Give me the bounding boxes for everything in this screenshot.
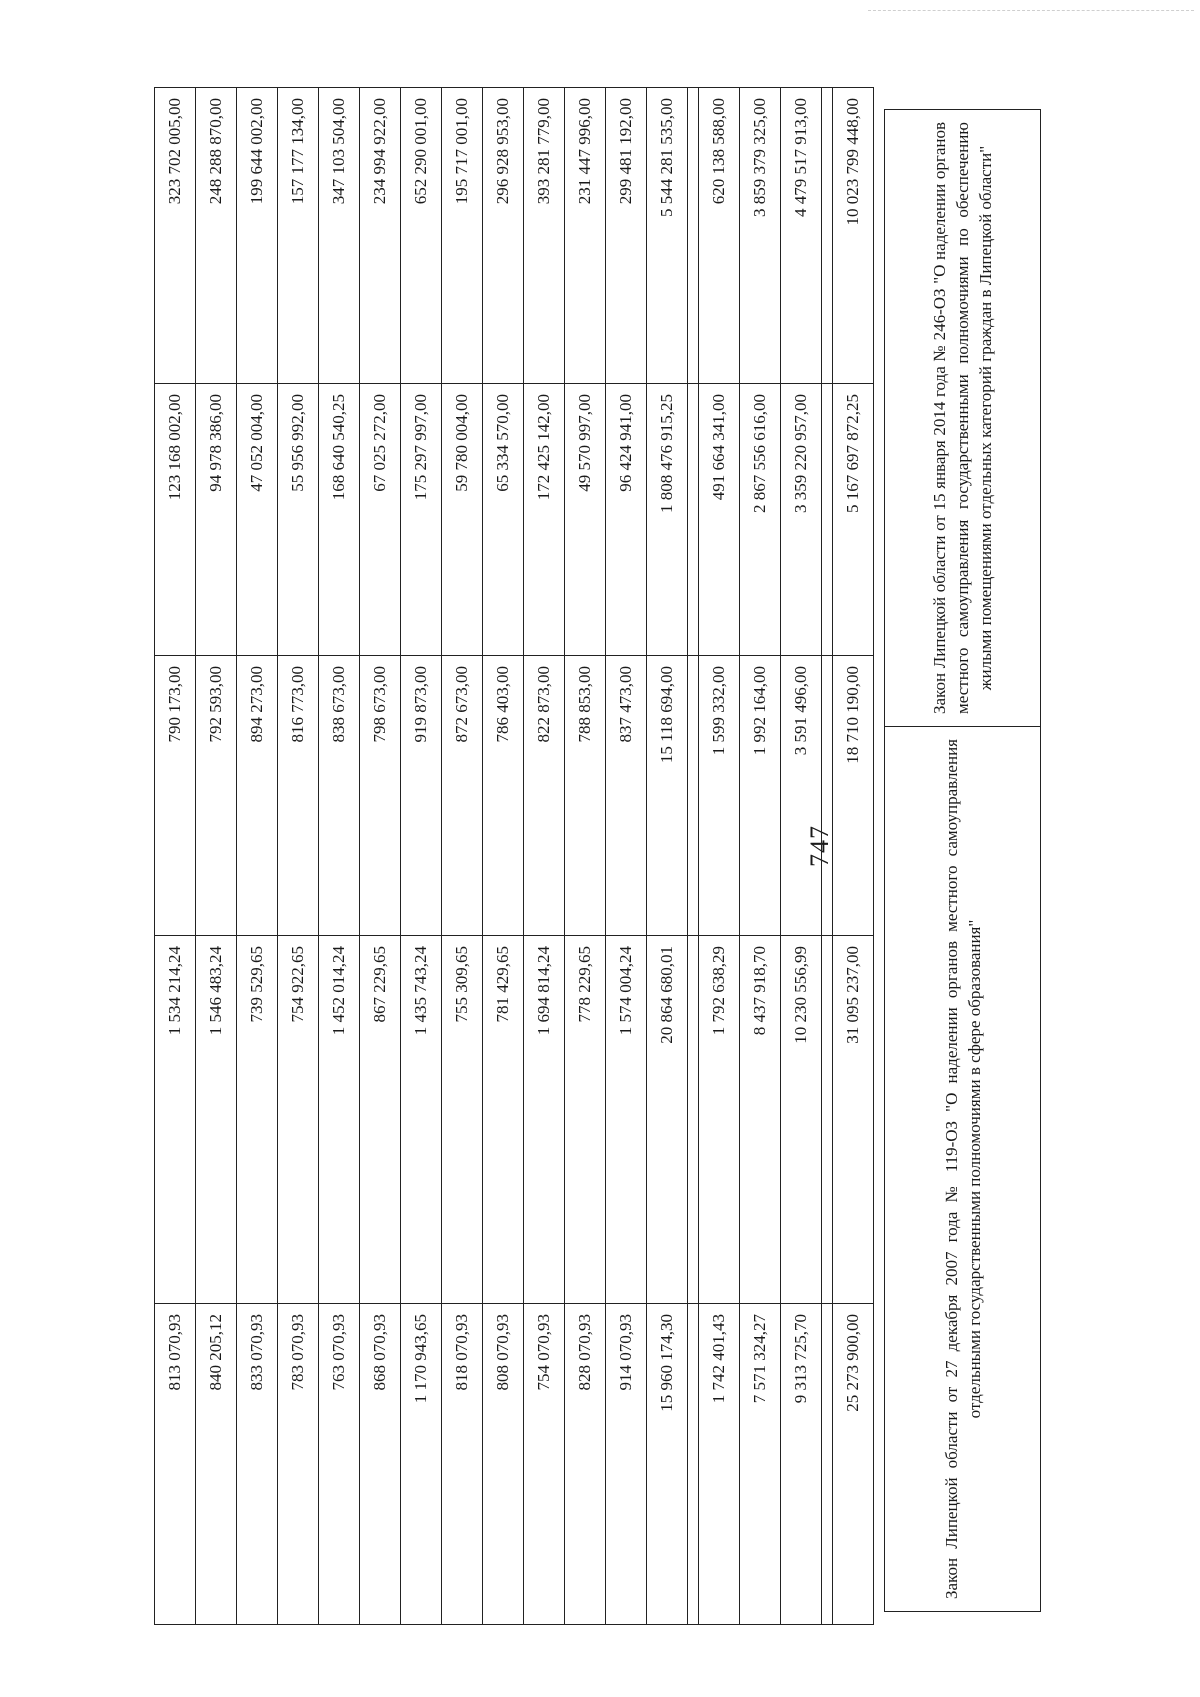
table-cell: 49 570 997,00 [565, 384, 606, 656]
table-cell: 739 529,65 [237, 936, 278, 1304]
spacer-cell [822, 1304, 833, 1625]
table-cell: 94 978 386,00 [196, 384, 237, 656]
table-cell: 914 070,93 [606, 1304, 647, 1625]
table-cell: 2 867 556 616,00 [740, 384, 781, 656]
table-cell: 25 273 900,00 [833, 1304, 874, 1625]
table-cell: 18 710 190,00 [833, 656, 874, 936]
table-row [237, 88, 278, 1625]
table-cell: 798 673,00 [360, 656, 401, 936]
table-cell: 157 177 134,00 [278, 88, 319, 384]
table-cell: 55 956 992,00 [278, 384, 319, 656]
table-cell: 828 070,93 [565, 1304, 606, 1625]
table-cell: 838 673,00 [319, 656, 360, 936]
financial-table-body [155, 88, 874, 1625]
spacer-cell [688, 384, 699, 656]
table-row [524, 88, 565, 1625]
table-row [699, 88, 740, 1625]
table-cell: 1 546 483,24 [196, 936, 237, 1304]
rotated-table-wrapper [154, 98, 862, 1625]
table-cell: 813 070,93 [155, 1304, 196, 1625]
spacer-row [822, 88, 833, 1625]
table-cell: 1 452 014,24 [319, 936, 360, 1304]
table-cell: 754 922,65 [278, 936, 319, 1304]
table-cell: 123 168 002,00 [155, 384, 196, 656]
table-cell: 10 230 556,99 [781, 936, 822, 1304]
table-cell: 231 447 996,00 [565, 88, 606, 384]
spacer-cell [822, 656, 833, 936]
spacer-cell [688, 656, 699, 936]
table-cell: 755 309,65 [442, 936, 483, 1304]
table-cell: 1 435 743,24 [401, 936, 442, 1304]
spacer-cell [688, 936, 699, 1304]
spacer-row [688, 88, 699, 1625]
table-cell: 172 425 142,00 [524, 384, 565, 656]
laws-table [884, 109, 1041, 1612]
table-cell: 491 664 341,00 [699, 384, 740, 656]
table-cell: 3 859 379 325,00 [740, 88, 781, 384]
table-row [155, 88, 196, 1625]
table-cell: 1 534 214,24 [155, 936, 196, 1304]
laws-row [885, 110, 1041, 1612]
table-row [483, 88, 524, 1625]
table-cell: 59 780 004,00 [442, 384, 483, 656]
table-cell: 3 359 220 957,00 [781, 384, 822, 656]
table-row [401, 88, 442, 1625]
table-cell: 763 070,93 [319, 1304, 360, 1625]
table-cell: 67 025 272,00 [360, 384, 401, 656]
table-cell: 10 023 799 448,00 [833, 88, 874, 384]
table-cell: 778 229,65 [565, 936, 606, 1304]
table-cell: 792 593,00 [196, 656, 237, 936]
table-cell: 65 334 570,00 [483, 384, 524, 656]
spacer-cell [822, 936, 833, 1304]
table-row [319, 88, 360, 1625]
financial-table [154, 87, 874, 1625]
table-cell: 234 994 922,00 [360, 88, 401, 384]
table-cell: 1 808 476 915,25 [647, 384, 688, 656]
table-row [740, 88, 781, 1625]
table-cell: 894 273,00 [237, 656, 278, 936]
table-cell: 1 742 401,43 [699, 1304, 740, 1625]
table-cell: 9 313 725,70 [781, 1304, 822, 1625]
table-cell: 1 574 004,24 [606, 936, 647, 1304]
table-cell: 393 281 779,00 [524, 88, 565, 384]
spacer-cell [822, 88, 833, 384]
table-cell: 754 070,93 [524, 1304, 565, 1625]
table-cell: 168 640 540,25 [319, 384, 360, 656]
table-cell: 781 429,65 [483, 936, 524, 1304]
scan-edge-line [868, 10, 1194, 11]
table-cell: 816 773,00 [278, 656, 319, 936]
table-cell: 868 070,93 [360, 1304, 401, 1625]
table-cell: 822 873,00 [524, 656, 565, 936]
table-row [360, 88, 401, 1625]
table-cell: 4 479 517 913,00 [781, 88, 822, 384]
table-cell: 8 437 918,70 [740, 936, 781, 1304]
table-cell: 248 288 870,00 [196, 88, 237, 384]
table-cell: 1 792 638,29 [699, 936, 740, 1304]
table-cell: 20 864 680,01 [647, 936, 688, 1304]
table-cell: 790 173,00 [155, 656, 196, 936]
page-number: 747 [805, 825, 834, 867]
table-cell: 31 095 237,00 [833, 936, 874, 1304]
table-cell: 788 853,00 [565, 656, 606, 936]
spacer-cell [822, 384, 833, 656]
table-cell: 808 070,93 [483, 1304, 524, 1625]
table-cell: 47 052 004,00 [237, 384, 278, 656]
law-246-oz: Закон Липецкой области от 15 января 2014 года № 246-ОЗ "О наделении органов местного самоуправления государственными полномочиями по обеспечению жилыми помещениями отдельных категорий граждан в Липецкой области" [885, 110, 1041, 727]
table-cell: 1 694 814,24 [524, 936, 565, 1304]
table-cell: 15 960 174,30 [647, 1304, 688, 1625]
table-cell: 1 599 332,00 [699, 656, 740, 936]
table-cell: 652 290 001,00 [401, 88, 442, 384]
table-row [565, 88, 606, 1625]
table-cell: 299 481 192,00 [606, 88, 647, 384]
table-cell: 15 118 694,00 [647, 656, 688, 936]
table-cell: 783 070,93 [278, 1304, 319, 1625]
table-row [442, 88, 483, 1625]
table-cell: 1 170 943,65 [401, 1304, 442, 1625]
table-cell: 840 205,12 [196, 1304, 237, 1625]
table-cell: 296 928 953,00 [483, 88, 524, 384]
table-cell: 347 103 504,00 [319, 88, 360, 384]
table-row [781, 88, 822, 1625]
spacer-cell [688, 1304, 699, 1625]
table-cell: 5 167 697 872,25 [833, 384, 874, 656]
table-cell: 195 717 001,00 [442, 88, 483, 384]
table-cell: 3 591 496,00 [781, 656, 822, 936]
table-cell: 867 229,65 [360, 936, 401, 1304]
table-row [196, 88, 237, 1625]
table-row [278, 88, 319, 1625]
table-cell: 199 644 002,00 [237, 88, 278, 384]
table-cell: 833 070,93 [237, 1304, 278, 1625]
table-cell: 872 673,00 [442, 656, 483, 936]
table-cell: 818 070,93 [442, 1304, 483, 1625]
law-119-oz: Закон Липецкой области от 27 декабря 2007 года № 119-ОЗ "О наделении органов местного самоуправления отдельными государственными полномочиями в сфере образования" [885, 727, 1041, 1612]
rotated-laws-wrapper [884, 122, 1041, 1612]
table-cell: 7 571 324,27 [740, 1304, 781, 1625]
table-cell: 786 403,00 [483, 656, 524, 936]
table-cell: 175 297 997,00 [401, 384, 442, 656]
subtotal-row [647, 88, 688, 1625]
table-cell: 1 992 164,00 [740, 656, 781, 936]
table-cell: 620 138 588,00 [699, 88, 740, 384]
spacer-cell [688, 88, 699, 384]
table-row [606, 88, 647, 1625]
table-cell: 919 873,00 [401, 656, 442, 936]
table-cell: 5 544 281 535,00 [647, 88, 688, 384]
table-cell: 837 473,00 [606, 656, 647, 936]
table-cell: 323 702 005,00 [155, 88, 196, 384]
total-row [833, 88, 874, 1625]
table-cell: 96 424 941,00 [606, 384, 647, 656]
